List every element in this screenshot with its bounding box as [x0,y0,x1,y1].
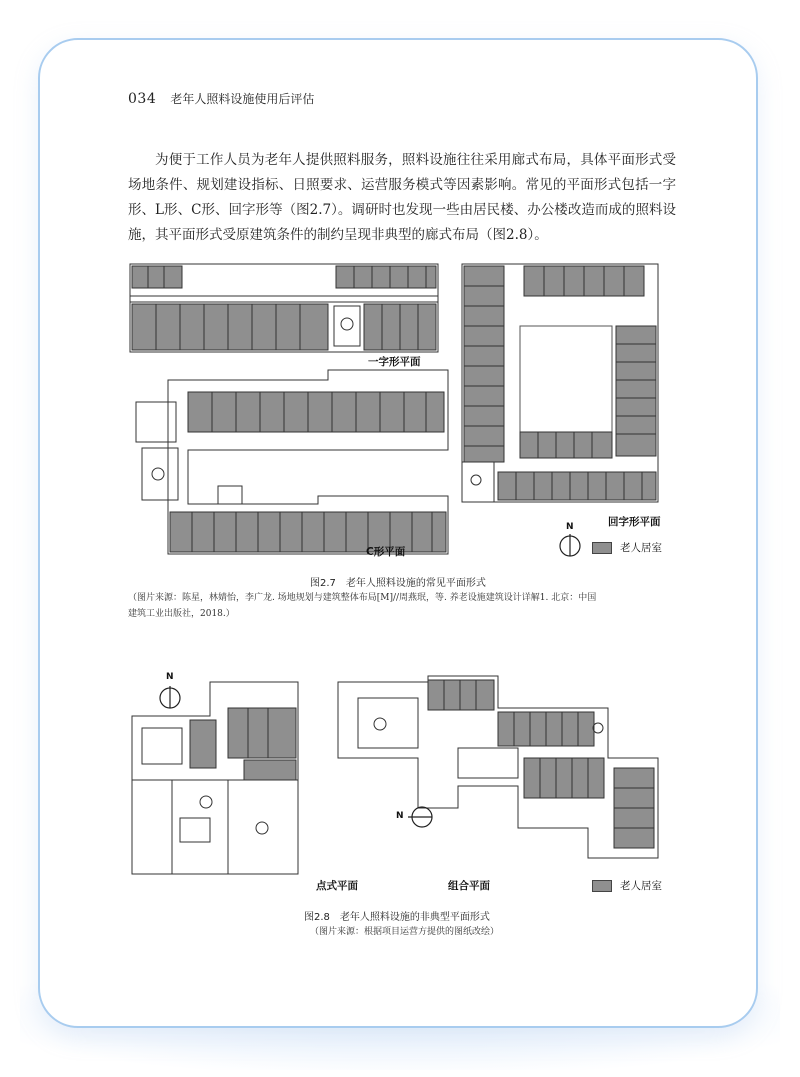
body-paragraph: 为便于工作人员为老年人提供照料服务，照料设施往往采用廊式布局，具体平面形式受场地条件、规划建设指标、日照要求、运营服务模式等因素影响。常见的平面形式包括一字形、L形、C形、回字形等（图2.7）。调研时也发现一些由居民楼、办公楼改造而成的照料设施，其平面形式受原建筑条件的制约呈现非典型的廊式布局（图2.8）。 [128,152,676,243]
source-figure-2-7-line2: 建筑工业出版社，2018.） [128,609,235,619]
caption-figure-2-8: 图2.8 老年人照料设施的非典型平面形式 [304,912,490,923]
page-header [128,90,314,107]
legend-swatch [592,542,612,554]
legend-label: 老人居室 [620,880,662,892]
page-number: 034 [128,91,157,107]
label-linear-plan: 一字形平面 [368,356,421,368]
north-label-combined: N [396,811,404,821]
north-label-point: N [166,672,174,682]
c-shape-plan-drawing [136,370,448,554]
point-plan-drawing [132,682,298,874]
legend-figure-2-8 [592,878,662,893]
figure-2-8-plans [128,668,668,888]
source-figure-2-7-line1: （图片来源：陈星，林婧怡，李广龙. 场地规划与建筑整体布局[M]//周燕珉，等. 养老设施建筑设计详解1. 北京：中国 [128,593,597,603]
label-point-plan: 点式平面 [316,880,358,892]
label-combined-plan: 组合平面 [448,880,490,892]
north-arrow-icon-combined [404,804,434,830]
label-c-shape-plan: C形平面 [366,546,406,558]
caption-figure-2-7: 图2.7 老年人照料设施的常见平面形式 [310,578,486,589]
legend-figure-2-7 [592,540,662,555]
figure-2-7-plans [128,262,668,562]
combined-plan-drawing [338,676,658,858]
book-title: 老年人照料设施使用后评估 [170,92,315,106]
courtyard-plan-drawing [462,264,658,502]
legend-label: 老人居室 [620,542,662,554]
label-courtyard-plan: 回字形平面 [608,516,661,528]
legend-swatch [592,880,612,892]
linear-plan-drawing [130,264,438,352]
source-figure-2-8: （图片来源：根据项目运营方提供的图纸改绘） [310,927,500,937]
north-label: N [566,522,574,532]
